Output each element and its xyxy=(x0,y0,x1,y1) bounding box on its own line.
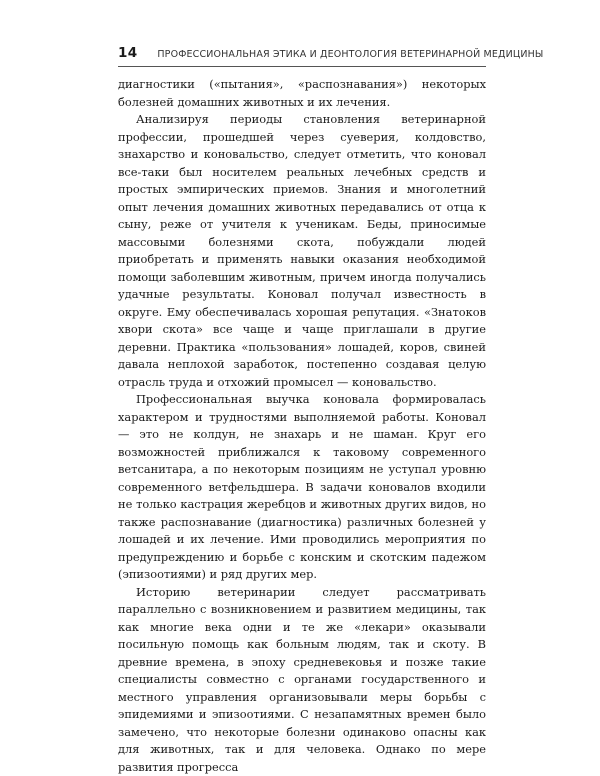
paragraph: Анализируя периоды становления ветеринарной профессии, прошедшей через суеверия, колдовство, знахарство и коновальство, следует отметить, что коновал все-таки был носителем реальных лечебных средств и простых эмпирических приемов. Знания и многолетний опыт лечения домашних животных передавались от отца к сыну, реже от учителя к ученикам. Беды, приносимые массовыми болезнями скота, побуждали людей приобретать и применять навыки оказания необходимой помощи заболевшим животным, причем иногда получались удачные результаты. Коновал получал известность в округе. Ему обеспечивалась хорошая репутация. «Знатоков хвори скота» все чаще и чаще приглашали в другие деревни. Практика «пользования» лошадей, коров, свиней давала неплохой заработок, постепенно создавая целую отрасль труда и отхожий промысел — коновальство. xyxy=(118,111,486,391)
running-title: ПРОФЕССИОНАЛЬНАЯ ЭТИКА И ДЕОНТОЛОГИЯ ВЕТЕРИНАРНОЙ МЕДИЦИНЫ xyxy=(157,49,543,60)
paragraph: Историю ветеринарии следует рассматривать параллельно с возникновением и развитием медицины, так как многие века одни и те же «лекари» оказывали посильную помощь как больным людям, так и скоту. В древние времена, в эпоху средневековья и позже такие специалисты совместно с органами государственного и местного управления организовывали меры борьбы с эпидемиями и эпизоотиями. С незапамятных времен было замечено, что некоторые болезни одинаково опасны как для животных, так и для человека. Однако по мере развития прогресса xyxy=(118,584,486,776)
paragraph: Профессиональная выучка коновала формировалась характером и трудностями выполняемой работы. Коновал — это не колдун, не знахарь и не шаман. Круг его возможностей приближался к таковому современного ветсанитара, а по некоторым позициям не уступал уровню современного ветфельдшера. В задачи коновалов входили не только кастрация жеребцов и животных других видов, но также распознавание (диагностика) различных болезней у лошадей и их лечение. Ими проводились мероприятия по предупреждению и борьбе с конским и скотским падежом (эпизоотиями) и ряд других мер. xyxy=(118,391,486,584)
header-divider xyxy=(118,66,486,67)
paragraph-continuation: диагностики («пытания», «распознавания») некоторых болезней домашних животных и их лечения. xyxy=(118,76,486,111)
body-text xyxy=(118,76,486,776)
page-number: 14 xyxy=(118,45,137,61)
running-header xyxy=(118,45,486,63)
